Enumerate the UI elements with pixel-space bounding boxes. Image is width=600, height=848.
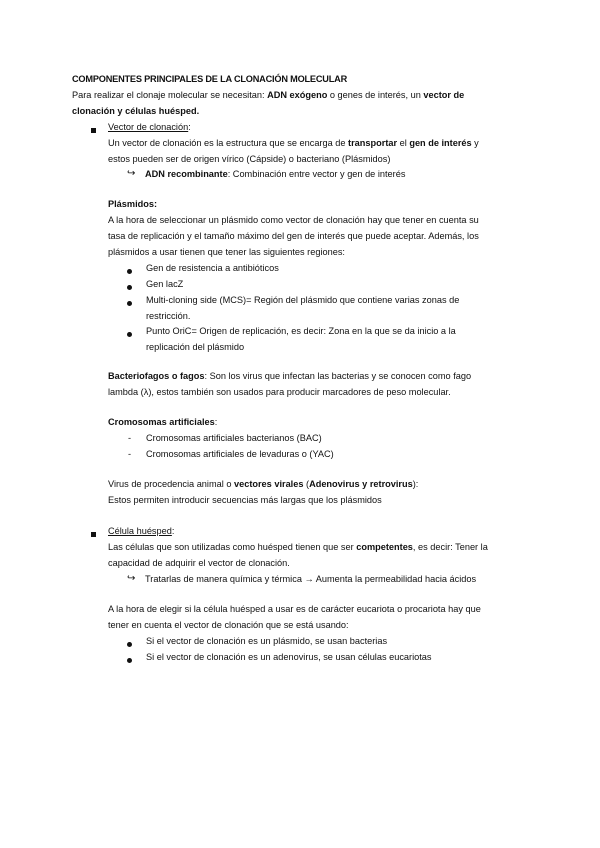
plasmidos-line-1: A la hora de seleccionar un plásmido como vector de clonación hay que tener en cuenta su	[108, 215, 479, 225]
list-item: Cromosomas artificiales de levaduras o (YAC)	[146, 449, 334, 459]
list-item: Gen lacZ	[146, 279, 184, 289]
page-title: COMPONENTES PRINCIPALES DE LA CLONACIÓN MOLECULAR	[72, 74, 348, 84]
list-item: Multi-cloning side (MCS)= Región del plásmido que contiene varias zonas de	[146, 295, 460, 305]
virus-line-1: Virus de procedencia animal o vectores virales (Adenovirus y retrovirus):	[108, 479, 419, 489]
list-item-continuation: replicación del plásmido	[146, 342, 245, 352]
curved-arrow-icon: ↪	[127, 168, 136, 179]
bullet-icon	[127, 281, 132, 293]
bacteriofagos-line-2: lambda (λ), estos también son usados para producir marcadores de peso molecular.	[108, 387, 451, 397]
dash-bullet: -	[128, 449, 132, 459]
square-bullet-icon	[91, 124, 96, 136]
vector-desc-2: estos pueden ser de origen vírico (Cápside) o bacteriano (Plásmidos)	[108, 154, 391, 164]
square-bullet-icon	[91, 528, 96, 540]
bacteriofagos-line-1: Bacteriofagos o fagos: Son los virus que infectan las bacterias y se conocen como fago	[108, 371, 472, 381]
plasmidos-heading: Plásmidos:	[108, 199, 158, 209]
bullet-icon	[127, 328, 132, 340]
intro-line-1: Para realizar el clonaje molecular se necesitan: ADN exógeno o genes de interés, un vector de	[72, 90, 465, 100]
bullet-icon	[127, 297, 132, 309]
celula-line-1: Las células que son utilizadas como huésped tienen que ser competentes, es decir: Tener la	[108, 542, 488, 552]
celula-line-3: A la hora de elegir si la célula huésped a usar es de carácter eucariota o procariota hay que	[108, 604, 481, 614]
list-item: Si el vector de clonación es un plásmido, se usan bacterias	[146, 636, 388, 646]
list-item: Gen de resistencia a antibióticos	[146, 263, 279, 273]
celula-line-4: tener en cuenta el vector de clonación que se está usando:	[108, 620, 349, 630]
bullet-icon	[127, 638, 132, 650]
vector-desc-1: Un vector de clonación es la estructura que se encarga de transportar el gen de interés y	[108, 138, 479, 148]
list-item: Punto OriC= Origen de replicación, es decir: Zona en la que se da inicio a la	[146, 326, 456, 336]
celula-line-2: capacidad de adquirir el vector de clonación.	[108, 558, 290, 568]
plasmidos-line-2: tasa de replicación y el tamaño máximo del gen de interés que puede aceptar. Además, los	[108, 231, 479, 241]
cromosomas-heading: Cromosomas artificiales:	[108, 417, 218, 427]
celula-heading: Célula huésped:	[108, 526, 175, 536]
list-item-continuation: restricción.	[146, 311, 191, 321]
list-item: Si el vector de clonación es un adenovirus, se usan células eucariotas	[146, 652, 432, 662]
bullet-icon	[127, 654, 132, 666]
virus-line-2: Estos permiten introducir secuencias más largas que los plásmidos	[108, 495, 382, 505]
bullet-icon	[127, 265, 132, 277]
intro-line-2: clonación y células huésped.	[72, 106, 200, 116]
plasmidos-line-3: plásmidos a usar tienen que tener las siguientes regiones:	[108, 247, 345, 257]
curved-arrow-icon: ↪	[127, 573, 136, 584]
list-item: Cromosomas artificiales bacterianos (BAC)	[146, 433, 322, 443]
adn-recombinante-line: ADN recombinante: Combinación entre vector y gen de interés	[145, 169, 406, 179]
dash-bullet: -	[128, 433, 132, 443]
celula-arrow-line: Tratarlas de manera química y térmica → Aumenta la permeabilidad hacia ácidos	[145, 574, 477, 584]
vector-heading: Vector de clonación:	[108, 122, 191, 132]
